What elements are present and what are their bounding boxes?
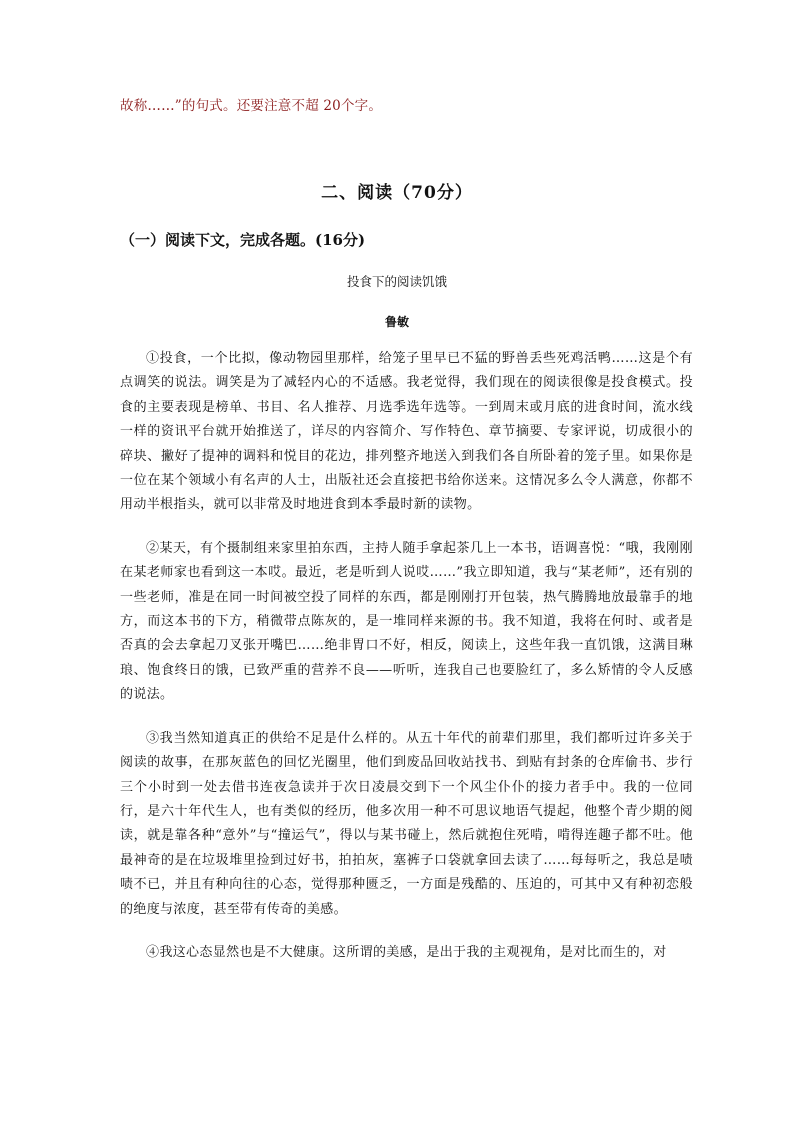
article-body bbox=[120, 347, 693, 984]
section-title: 二、阅读（70分） bbox=[321, 183, 473, 203]
paragraph-4: ④我这心态显然也是不大健康。这所谓的美感，是出于我的主观视角，是对比而生的，对 bbox=[146, 944, 667, 960]
article-title: 投食下的阅读饥饿 bbox=[346, 274, 447, 289]
paragraph-3: ③我当然知道真正的供给不足是什么样的。从五十年代的前辈们那里，我们都听过许多关于阅读的故事，在那灰蓝色的回忆光圈里，他们到废品回收站找书、到贴有封条的仓库偷书、步行三个小时到一处去借书连夜急读并于次日凌晨交到下一个风尘仆仆的接力者手中。我的一位同行，是六十年代生人，也有类似的经历，他多次用一种不可思议地语气提起，他整个青少期的阅读，就是靠各种“意外”与“撞运气”，得以与某书碰上，然后就抱住死啃，啃得连趣子都不吐。他最神奇的是在垃圾堆里捡到过好书，拍拍灰，塞裤子口袋就拿回去读了……每每听之，我总是啧啧不已，并且有种向往的心态，觉得那种匮乏，一方面是残酷的、压迫的，可其中又有种初恋般的绝度与浓度，甚至带有传奇的美感。 bbox=[120, 730, 693, 917]
paragraph-2: ②某天，有个摄制组来家里拍东西，主持人随手拿起茶几上一本书，语调喜悦：“哦，我刚刚在某老师家也看到这一本哎。最近，老是听到人说哎……”我立即知道，我与“某老师”，还有别的一些老师，准是在同一时间被空投了同样的东西，都是刚刚打开包装，热气腾腾地放最靠手的地方，而这本书的下方，稍微带点陈灰的，是一堆同样来源的书。我不知道，我将在何时、或者是否真的会去拿起刀叉张开嘴巴……绝非胃口不好，相反，阅读上，这些年我一直饥饿，这满目琳琅、饱食终日的饿，已致严重的营养不良——听听，连我自己也要脸红了，多么矫情的令人反感的说法。 bbox=[120, 540, 693, 703]
paragraph-1: ①投食，一个比拟，像动物园里那样，给笼子里早已不猛的野兽丢些死鸡活鸭……这是个有点调笑的说法。调笑是为了减轻内心的不适感。我老觉得，我们现在的阅读很像是投食模式。投食的主要表现是榜单、书目、名人推荐、月选季选年选等。一到周末或月底的进食时间，流水线一样的资讯平台就开始推送了，详尽的内容简介、写作特色、章节摘要、专家评说，切成很小的碎块、撇好了提神的调料和悦目的花边，排列整齐地送入到我们各自所卧着的笼子里。如果你是一位在某个领域小有名声的人士，出版社还会直接把书给你送来。这情况多么令人满意，你都不用动半根指头，就可以非常及时地进食到本季最时新的读物。 bbox=[120, 351, 693, 513]
intro-line: 故称……”的句式。还要注意不超 20个字。 bbox=[120, 98, 383, 114]
sub-title: （一）阅读下文，完成各题。(16分) bbox=[120, 231, 366, 249]
article-author: 鲁敏 bbox=[384, 315, 409, 329]
